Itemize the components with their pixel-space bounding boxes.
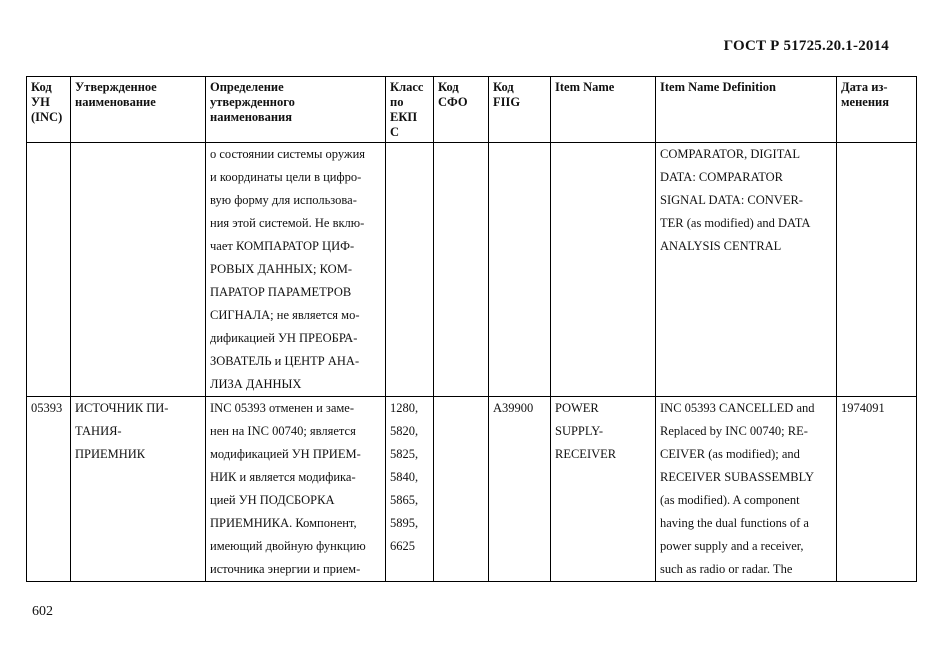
col-header-change-date (837, 77, 917, 143)
item-definition-cell (656, 143, 837, 397)
definition-cell (206, 143, 386, 397)
change-date-cell (837, 397, 917, 582)
header-text-line: (INC) (31, 110, 63, 124)
header-text-line: FIIG (493, 95, 521, 109)
nomenclature-table (26, 76, 917, 582)
cell-text-line: ПАРАТОР ПАРАМЕТРОВ (210, 285, 352, 299)
cell-text-line: 1974091 (841, 401, 885, 415)
header-text-line: Дата из- (841, 80, 888, 94)
class-cell (386, 143, 434, 397)
cell-text-line: вую форму для использова- (210, 193, 357, 207)
cell-text-line: POWER (555, 401, 599, 415)
cell-text-line: нен на INC 00740; является (210, 424, 356, 438)
fiig-cell (489, 143, 551, 397)
col-header-inc (27, 77, 71, 143)
cell-text-line: having the dual functions of a (660, 516, 809, 530)
header-text-line: наименование (75, 95, 156, 109)
cell-text-line: INC 05393 CANCELLED and (660, 401, 815, 415)
cell-text-line: 5825, (390, 447, 419, 461)
cell-text-line: ния этой системой. Не вклю- (210, 216, 365, 230)
cell-text-line: ПРИЕМНИКА. Компонент, (210, 516, 357, 530)
cell-text-line: источника энергии и прием- (210, 562, 361, 576)
header-text-line: Класс (390, 80, 424, 94)
cell-text-line: 5895, (390, 516, 419, 530)
cell-text-line: 5865, (390, 493, 419, 507)
cell-text-line: (as modified). A component (660, 493, 800, 507)
cell-text-line: дификацией УН ПРЕОБРА- (210, 331, 358, 345)
cell-text-line: ПРИЕМНИК (75, 447, 146, 461)
item-name-cell (551, 397, 656, 582)
cell-text-line: о состоянии системы оружия (210, 147, 366, 161)
col-header-item-name (551, 77, 656, 143)
col-header-definition (206, 77, 386, 143)
cell-text-line: DATA: COMPARATOR (660, 170, 783, 184)
header-text-line: СФО (438, 95, 468, 109)
cell-text-line: ЛИЗА ДАННЫХ (210, 377, 302, 391)
cell-text-line: 05393 (31, 401, 63, 415)
cell-text-line: TER (as modified) and DATA (660, 216, 811, 230)
cell-text-line: чает КОМПАРАТОР ЦИФ- (210, 239, 355, 253)
header-text-line: Код (493, 80, 514, 94)
page-number: 602 (32, 604, 53, 619)
col-header-sfo (434, 77, 489, 143)
table-header-row (27, 77, 917, 143)
fiig-cell (489, 397, 551, 582)
sfo-cell (434, 397, 489, 582)
col-header-class (386, 77, 434, 143)
cell-text-line: RECEIVER (555, 447, 617, 461)
header-text-line: менения (841, 95, 889, 109)
approved-name-cell (71, 397, 206, 582)
cell-text-line: INC 05393 отменен и заме- (210, 401, 355, 415)
header-text-line: УН (31, 95, 50, 109)
cell-text-line: 6625 (390, 539, 415, 553)
definition-cell (206, 397, 386, 582)
item-definition-cell (656, 397, 837, 582)
cell-text-line: модификацией УН ПРИЕМ- (210, 447, 361, 461)
cell-text-line: ЗОВАТЕЛЬ и ЦЕНТР АНА- (210, 354, 360, 368)
cell-text-line: и координаты цели в цифро- (210, 170, 362, 184)
cell-text-line: power supply and a receiver, (660, 539, 804, 553)
cell-text-line: ИСТОЧНИК ПИ- (75, 401, 169, 415)
cell-text-line: СИГНАЛА; не является мо- (210, 308, 360, 322)
cell-text-line: цией УН ПОДСБОРКА (210, 493, 335, 507)
header-text-line: С (390, 125, 400, 139)
document-standard-header: ГОСТ Р 51725.20.1-2014 (723, 38, 889, 54)
inc-cell (27, 143, 71, 397)
cell-text-line: Replaced by INC 00740; RE- (660, 424, 808, 438)
col-header-fiig (489, 77, 551, 143)
class-cell (386, 397, 434, 582)
table-row (27, 397, 917, 582)
header-text-line: Item Name (555, 80, 615, 94)
cell-text-line: CEIVER (as modified); and (660, 447, 800, 461)
header-text-line: Код (438, 80, 459, 94)
cell-text-line: COMPARATOR, DIGITAL (660, 147, 800, 161)
item-name-cell (551, 143, 656, 397)
header-text-line: утвержденного (210, 95, 295, 109)
header-text-line: по (390, 95, 404, 109)
inc-cell (27, 397, 71, 582)
cell-text-line: SUPPLY- (555, 424, 604, 438)
col-header-approved-name (71, 77, 206, 143)
header-text-line: Код (31, 80, 52, 94)
header-text-line: Определение (210, 80, 284, 94)
header-text-line: Item Name Definition (660, 80, 776, 94)
col-header-item-definition (656, 77, 837, 143)
cell-text-line: such as radio or radar. The (660, 562, 793, 576)
header-text-line: ЕКП (390, 110, 418, 124)
cell-text-line: ANALYSIS CENTRAL (660, 239, 782, 253)
table-row (27, 143, 917, 397)
cell-text-line: RECEIVER SUBASSEMBLY (660, 470, 814, 484)
cell-text-line: A39900 (493, 401, 534, 415)
cell-text-line: 5840, (390, 470, 419, 484)
header-text-line: Утвержденное (75, 80, 157, 94)
cell-text-line: SIGNAL DATA: CONVER- (660, 193, 803, 207)
cell-text-line: 5820, (390, 424, 419, 438)
change-date-cell (837, 143, 917, 397)
cell-text-line: 1280, (390, 401, 419, 415)
approved-name-cell (71, 143, 206, 397)
sfo-cell (434, 143, 489, 397)
header-text-line: наименования (210, 110, 293, 124)
cell-text-line: РОВЫХ ДАННЫХ; КОМ- (210, 262, 352, 276)
cell-text-line: НИК и является модифика- (210, 470, 356, 484)
cell-text-line: ТАНИЯ- (75, 424, 122, 438)
cell-text-line: имеющий двойную функцию (210, 539, 366, 553)
